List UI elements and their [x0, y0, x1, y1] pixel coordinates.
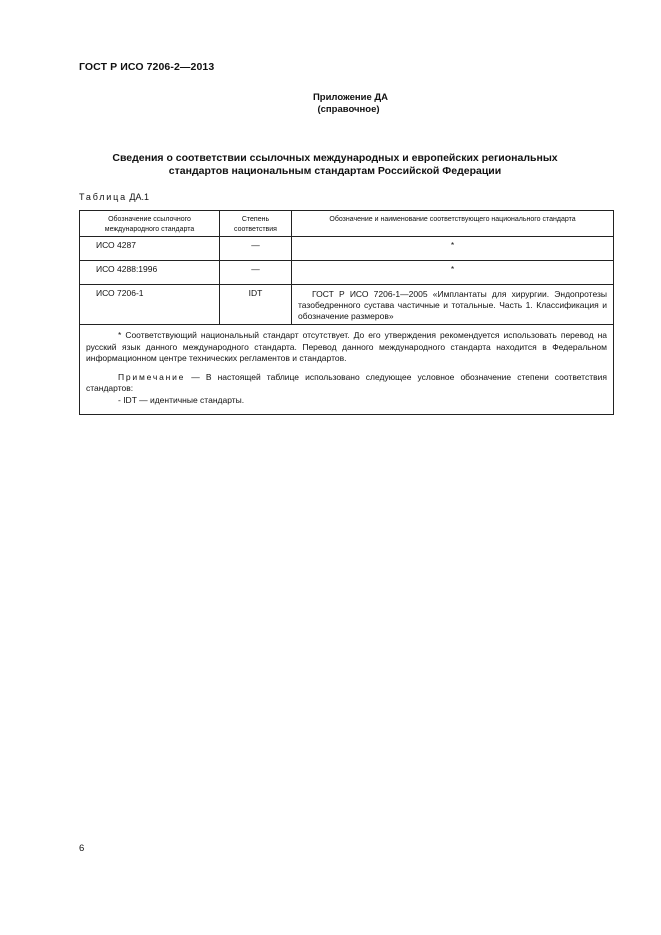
section-title-line-2: стандартов национальным стандартам Российской Федерации: [168, 165, 502, 177]
page-number: 6: [79, 843, 85, 854]
cell-reference-standard: ИСО 4288:1996: [80, 261, 220, 285]
header-national-standard: Обозначение и наименование соответствующего национального стандарта: [292, 211, 614, 237]
table-note: [86, 372, 607, 395]
table-caption: [79, 192, 149, 202]
cell-national-standard: *: [292, 237, 614, 261]
table-caption-number: ДА.1: [126, 192, 149, 202]
section-title-line-1: Сведения о соответствии ссылочных международных и европейских региональных: [112, 152, 558, 164]
document-code: ГОСТ Р ИСО 7206-2—2013: [79, 61, 215, 73]
header-reference-standard: Обозначение ссылочного международного стандарта: [80, 211, 220, 237]
note-label: Примечание: [118, 371, 186, 382]
cell-degree: —: [220, 237, 292, 261]
section-title: [80, 152, 590, 178]
note-item: - IDT — идентичные стандарты.: [118, 394, 245, 405]
cell-degree: IDT: [220, 285, 292, 325]
table-row: [80, 261, 614, 285]
correspondence-table: [79, 210, 614, 415]
cell-national-standard: ГОСТ Р ИСО 7206-1—2005 «Имплантаты для хирургии. Эндопротезы тазобедренного сустава частичные и тотальные. Часть 1. Классификация и обозначение размеров»: [292, 285, 614, 325]
table-caption-word: Таблица: [79, 192, 127, 202]
table-footnote: * Соответствующий национальный стандарт отсутствует. До его утверждения рекомендуется использовать перевод на русский язык данного международного стандарта. Перевод данного международного стандарта находится в Федеральном информационном центре технических регламентов и стандартов.: [86, 330, 607, 363]
appendix-heading: [0, 92, 661, 116]
table-row: [80, 237, 614, 261]
header-degree: Степень соответствия: [220, 211, 292, 237]
appendix-title: Приложение ДА: [312, 92, 389, 103]
table-footer-row: [80, 325, 614, 415]
cell-degree: —: [220, 261, 292, 285]
note-text: — В настоящей таблице использовано следующее условное обозначение степени соответствия стандартов:: [86, 371, 607, 393]
table-header-row: [80, 211, 614, 237]
table-row: [80, 285, 614, 325]
cell-reference-standard: ИСО 4287: [80, 237, 220, 261]
appendix-subtitle: (справочное): [317, 104, 380, 115]
table-footer-cell: [80, 325, 614, 415]
cell-national-standard: *: [292, 261, 614, 285]
cell-reference-standard: ИСО 7206-1: [80, 285, 220, 325]
